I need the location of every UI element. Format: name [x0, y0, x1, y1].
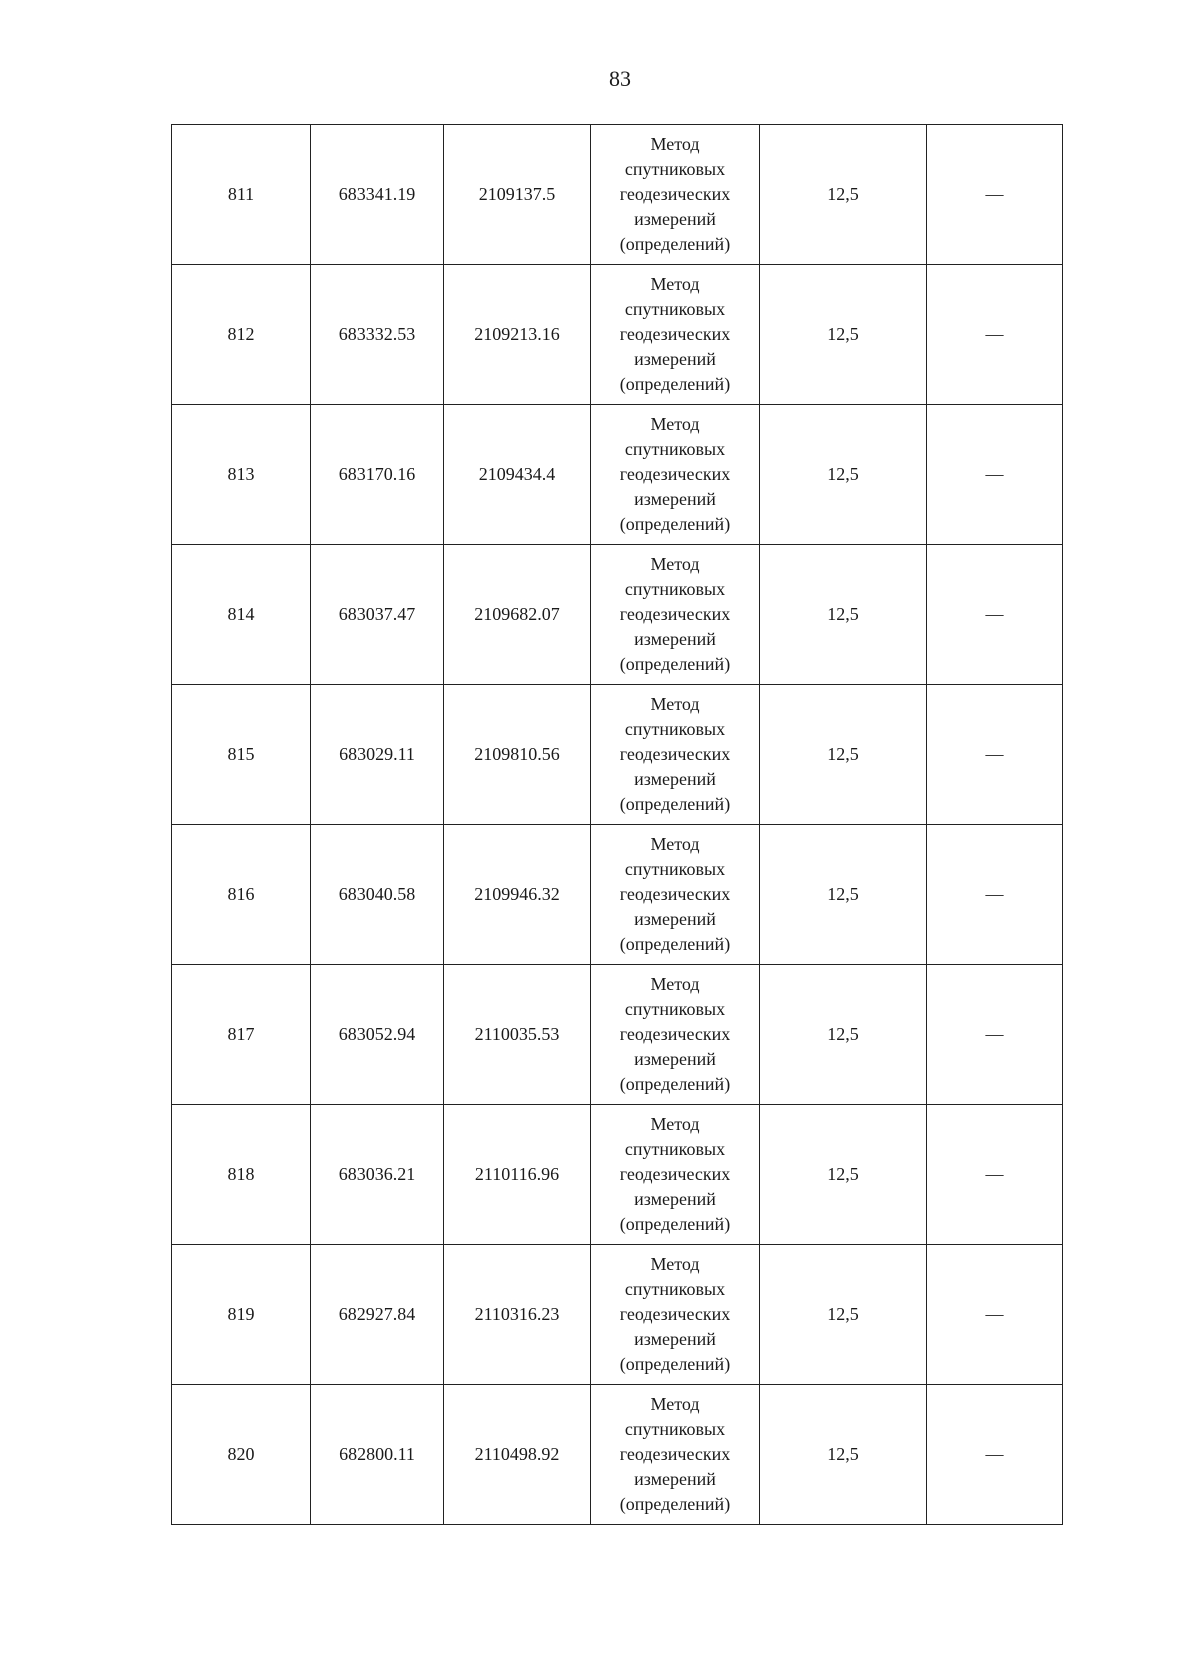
table-row	[172, 405, 1063, 545]
accuracy-cell: 12,5	[760, 685, 927, 825]
y-coordinate-cell: 2109682.07	[444, 545, 591, 685]
table-row	[172, 685, 1063, 825]
table-row	[172, 545, 1063, 685]
x-coordinate-cell: 683040.58	[311, 825, 444, 965]
note-cell: —	[927, 1385, 1063, 1525]
point-number-cell: 814	[172, 545, 311, 685]
method-cell: Метод спутниковых геодезических измерений (определений)	[591, 1245, 760, 1385]
table-row	[172, 825, 1063, 965]
y-coordinate-cell: 2110498.92	[444, 1385, 591, 1525]
table-row	[172, 125, 1063, 265]
accuracy-cell: 12,5	[760, 405, 927, 545]
note-cell: —	[927, 405, 1063, 545]
accuracy-cell: 12,5	[760, 1105, 927, 1245]
method-cell: Метод спутниковых геодезических измерений (определений)	[591, 265, 760, 405]
page-number: 83	[609, 66, 631, 91]
note-cell: —	[927, 825, 1063, 965]
point-number-cell: 819	[172, 1245, 311, 1385]
point-number-cell: 817	[172, 965, 311, 1105]
table-row	[172, 1245, 1063, 1385]
y-coordinate-cell: 2110035.53	[444, 965, 591, 1105]
note-cell: —	[927, 125, 1063, 265]
x-coordinate-cell: 683052.94	[311, 965, 444, 1105]
x-coordinate-cell: 683332.53	[311, 265, 444, 405]
coordinates-table	[171, 124, 1063, 1525]
table-row	[172, 1385, 1063, 1525]
x-coordinate-cell: 683036.21	[311, 1105, 444, 1245]
x-coordinate-cell: 682800.11	[311, 1385, 444, 1525]
accuracy-cell: 12,5	[760, 965, 927, 1105]
accuracy-cell: 12,5	[760, 545, 927, 685]
note-cell: —	[927, 545, 1063, 685]
point-number-cell: 816	[172, 825, 311, 965]
y-coordinate-cell: 2110116.96	[444, 1105, 591, 1245]
note-cell: —	[927, 965, 1063, 1105]
note-cell: —	[927, 685, 1063, 825]
point-number-cell: 813	[172, 405, 311, 545]
table-row	[172, 965, 1063, 1105]
accuracy-cell: 12,5	[760, 265, 927, 405]
x-coordinate-cell: 683341.19	[311, 125, 444, 265]
note-cell: —	[927, 1105, 1063, 1245]
y-coordinate-cell: 2110316.23	[444, 1245, 591, 1385]
method-cell: Метод спутниковых геодезических измерений (определений)	[591, 405, 760, 545]
accuracy-cell: 12,5	[760, 825, 927, 965]
x-coordinate-cell: 683037.47	[311, 545, 444, 685]
y-coordinate-cell: 2109434.4	[444, 405, 591, 545]
method-cell: Метод спутниковых геодезических измерений (определений)	[591, 825, 760, 965]
point-number-cell: 815	[172, 685, 311, 825]
x-coordinate-cell: 683029.11	[311, 685, 444, 825]
x-coordinate-cell: 683170.16	[311, 405, 444, 545]
accuracy-cell: 12,5	[760, 1385, 927, 1525]
y-coordinate-cell: 2109946.32	[444, 825, 591, 965]
table-row	[172, 1105, 1063, 1245]
point-number-cell: 820	[172, 1385, 311, 1525]
y-coordinate-cell: 2109810.56	[444, 685, 591, 825]
note-cell: —	[927, 1245, 1063, 1385]
y-coordinate-cell: 2109137.5	[444, 125, 591, 265]
point-number-cell: 812	[172, 265, 311, 405]
accuracy-cell: 12,5	[760, 125, 927, 265]
method-cell: Метод спутниковых геодезических измерений (определений)	[591, 125, 760, 265]
note-cell: —	[927, 265, 1063, 405]
y-coordinate-cell: 2109213.16	[444, 265, 591, 405]
method-cell: Метод спутниковых геодезических измерений (определений)	[591, 685, 760, 825]
point-number-cell: 818	[172, 1105, 311, 1245]
table-row	[172, 265, 1063, 405]
method-cell: Метод спутниковых геодезических измерений (определений)	[591, 1385, 760, 1525]
accuracy-cell: 12,5	[760, 1245, 927, 1385]
method-cell: Метод спутниковых геодезических измерений (определений)	[591, 1105, 760, 1245]
x-coordinate-cell: 682927.84	[311, 1245, 444, 1385]
point-number-cell: 811	[172, 125, 311, 265]
method-cell: Метод спутниковых геодезических измерений (определений)	[591, 965, 760, 1105]
method-cell: Метод спутниковых геодезических измерений (определений)	[591, 545, 760, 685]
